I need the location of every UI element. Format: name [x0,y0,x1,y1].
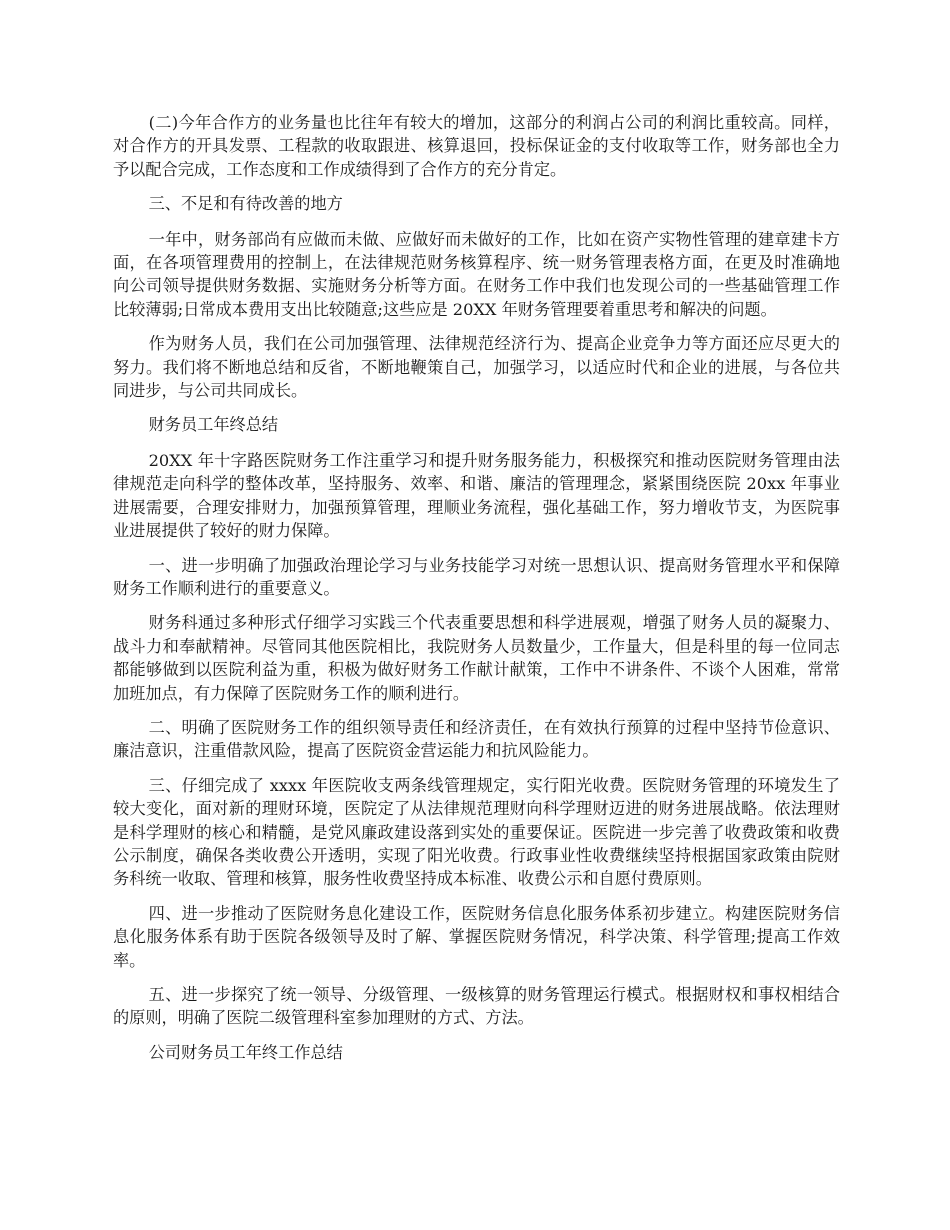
section-heading-shortcomings: 三、不足和有待改善的地方 [148,194,343,214]
document-body [113,111,840,1076]
paragraph-hospital-finance-overview: 20XX 年十字路医院财务工作注重学习和提升财务服务能力，积极探究和推动医院财务管理由法律规范走向科学的整体改革，坚持服务、效率、和谐、廉洁的管理理念，紧紧围绕医院 20xx 年事业进展需要，合理安排财力，加强预算管理，理顺业务流程，强化基础工作，努力增收节支，为医院事业进展提供了较好的财力保障。 [113,450,840,541]
paragraph-point-three: 三、仔细完成了 xxxx 年医院收支两条线管理规定，实行阳光收费。医院财务管理的环境发生了较大变化，面对新的理财环境，医院定了从法律规范理财向科学理财迈进的财务进展战略。依法理财是科学理财的核心和精髓，是党风廉政建设落到实处的重要保证。医院进一步完善了收费政策和收费公示制度，确保各类收费公开透明，实现了阳光收费。行政事业性收费继续坚持根据国家政策由院财务科统一收取、管理和核算，服务性收费坚持成本标准、收费公示和自愿付费原则。 [113,775,840,889]
paragraph-partner-business: (二)今年合作方的业务量也比往年有较大的增加，这部分的利润占公司的利润比重较高。同样，对合作方的开具发票、工程款的收取跟进、核算退回，投标保证金的支付收取等工作，财务部也全力予以配合完成，工作态度和工作成绩得到了合作方的充分肯定。 [113,113,840,179]
paragraph-future-effort: 作为财务人员，我们在公司加强管理、法律规范经济行为、提高企业竞争力等方面还应尽更大的努力。我们将不断地总结和反省，不断地鞭策自己，加强学习，以适应时代和企业的进展，与各位共同进步，与公司共同成长。 [113,334,840,401]
paragraph-point-one: 一、进一步明确了加强政治理论学习与业务技能学习对统一思想认识、提高财务管理水平和保障财务工作顺利进行的重要意义。 [113,555,840,598]
paragraph-study-practice: 财务科通过多种形式仔细学习实践三个代表重要思想和科学进展观，增强了财务人员的凝聚力、战斗力和奉献精神。尽管同其他医院相比，我院财务人员数量少，工作量大，但是科里的每一位同志都能够做到以医院利益为重，积极为做好财务工作献计献策，工作中不讲条件、不谈个人困难，常常加班加点，有力保障了医院财务工作的顺利进行。 [113,613,840,703]
paragraph-point-five: 五、进一步探究了统一领导、分级管理、一级核算的财务管理运行模式。根据财权和事权相结合的原则，明确了医院二级管理科室参加理财的方式、方法。 [113,985,840,1028]
section-heading-year-end-summary: 财务员工年终总结 [148,415,279,435]
paragraph-point-two: 二、明确了医院财务工作的组织领导责任和经济责任，在有效执行预算的过程中坚持节俭意识、廉洁意识，注重借款风险，提高了医院资金营运能力和抗风险能力。 [113,717,840,761]
paragraph-point-four: 四、进一步推动了医院财务息化建设工作，医院财务信息化服务体系初步建立。构建医院财务信息化服务体系有助于医院各级领导及时了解、掌握医院财务情况，科学决策、科学管理;提高工作效率。 [113,903,840,970]
paragraph-unfinished-work: 一年中，财务部尚有应做而未做、应做好而未做好的工作，比如在资产实物性管理的建章建卡方面，在各项管理费用的控制上，在法律规范财务核算程序、统一财务管理表格方面，在更及时准确地向公司领导提供财务数据、实施财务分析等方面。在财务工作中我们也发现公司的一些基础管理工作比较薄弱;日常成本费用支出比较随意;这些应是 20XX 年财务管理要着重思考和解决的问题。 [113,229,840,319]
section-heading-company-summary: 公司财务员工年终工作总结 [148,1042,343,1062]
